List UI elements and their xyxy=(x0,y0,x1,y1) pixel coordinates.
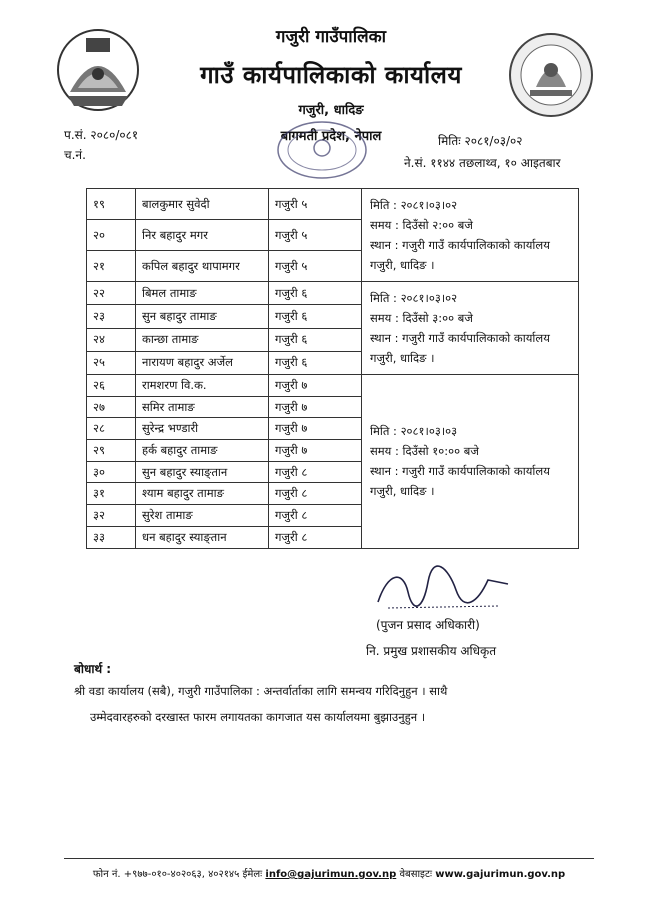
ward: गजुरी ६ xyxy=(269,328,362,351)
schedule-date: मिति : २०८१।०३।०२ xyxy=(370,198,458,212)
schedule-place: स्थान : गजुरी गाउँ कार्यपालिकाको कार्यालय गजुरी, धादिङ । xyxy=(370,331,550,365)
serial-number: १९ xyxy=(87,189,136,220)
schedule-time: समय : दिउँसो २:०० बजे xyxy=(370,218,473,232)
schedule-place: स्थान : गजुरी गाउँ कार्यपालिकाको कार्यालय गजुरी, धादिङ । xyxy=(370,464,550,499)
schedule-cell-1 xyxy=(362,189,579,282)
ward: गजुरी ६ xyxy=(269,282,362,305)
schedule-date: मिति : २०८१।०३।०३ xyxy=(370,424,458,439)
table-row xyxy=(87,375,579,397)
signatory-post: नि. प्रमुख प्रशासकीय अधिकृत xyxy=(366,644,497,658)
schedule-place: स्थान : गजुरी गाउँ कार्यपालिकाको कार्यालय गजुरी, धादिङ । xyxy=(370,238,550,272)
ward: गजुरी ७ xyxy=(269,440,362,462)
footer-contact xyxy=(64,866,594,880)
serial-number: ३२ xyxy=(87,505,136,527)
ward: गजुरी ५ xyxy=(269,220,362,251)
candidate-name: सुरेश तामाङ xyxy=(136,505,269,527)
serial-number: २९ xyxy=(87,440,136,462)
footer-divider xyxy=(64,858,594,859)
serial-number: २० xyxy=(87,220,136,251)
table-row xyxy=(87,282,579,305)
candidate-interview-table xyxy=(86,188,579,549)
serial-number: ३१ xyxy=(87,483,136,505)
ward: गजुरी ८ xyxy=(269,461,362,483)
ward: गजुरी ५ xyxy=(269,189,362,220)
candidate-name: धन बहादुर स्याङ्तान xyxy=(136,526,269,548)
schedule-time: समय : दिउँसो १०:०० बजे xyxy=(370,444,479,459)
signatory-name: (पुजन प्रसाद अधिकारी) xyxy=(376,618,480,632)
candidate-name: हर्क बहादुर तामाङ xyxy=(136,440,269,462)
nepal-sambat-date: ने.सं. ११४४ तछलाथ्व, १० आइतबार xyxy=(404,156,561,170)
candidate-name: कान्छा तामाङ xyxy=(136,328,269,351)
candidate-name: श्याम बहादुर तामाङ xyxy=(136,483,269,505)
serial-number: २६ xyxy=(87,375,136,397)
ward: गजुरी ७ xyxy=(269,375,362,397)
serial-number: २४ xyxy=(87,328,136,351)
ward: गजुरी ६ xyxy=(269,305,362,328)
handwritten-signature xyxy=(368,562,518,614)
office-title: गाउँ कार्यपालिकाको कार्यालय xyxy=(200,61,462,89)
ward: गजुरी ७ xyxy=(269,418,362,440)
ward: गजुरी ८ xyxy=(269,483,362,505)
reference-number: प.सं. २०८०/०८१ xyxy=(64,128,139,142)
candidate-name: बालकुमार सुवेदी xyxy=(136,189,269,220)
forward-line-2: उम्मेदवारहरुको दरखास्त फारम लगायतका कागजात यस कार्यालयमा बुझाउनुहुन । xyxy=(90,710,426,724)
serial-number: २७ xyxy=(87,396,136,418)
letter-date: मितिः २०८१/०३/०२ xyxy=(438,134,523,148)
candidate-name: बिमल तामाङ xyxy=(136,282,269,305)
schedule-cell-3 xyxy=(362,375,579,549)
footer-phone: फोन नं. +९७७-०१०-४०२०६३, ४०२१४५ xyxy=(92,869,240,880)
address-line-1: गजुरी, धादिङ xyxy=(298,103,364,118)
forward-line-1: श्री वडा कार्यालय (सबै), गजुरी गाउँपालिका : अन्तर्वार्ताका लागि समन्वय गरिदिनुहुन । साथै xyxy=(74,684,448,698)
candidate-name: रामशरण वि.क. xyxy=(136,375,269,397)
office-stamp xyxy=(274,118,370,182)
serial-number: २३ xyxy=(87,305,136,328)
schedule-cell-2 xyxy=(362,282,579,375)
ward: गजुरी ८ xyxy=(269,505,362,527)
candidate-name: सुन बहादुर तामाङ xyxy=(136,305,269,328)
ward: गजुरी ६ xyxy=(269,351,362,374)
candidate-name: निर बहादुर मगर xyxy=(136,220,269,251)
schedule-time: समय : दिउँसो ३:०० बजे xyxy=(370,311,473,325)
ward: गजुरी ५ xyxy=(269,251,362,282)
candidate-name: नारायण बहादुर अर्जेल xyxy=(136,351,269,374)
ward: गजुरी ८ xyxy=(269,526,362,548)
serial-number: ३० xyxy=(87,461,136,483)
serial-number: २५ xyxy=(87,351,136,374)
table-row xyxy=(87,189,579,220)
forward-label: बोधार्थ : xyxy=(74,662,112,676)
candidate-name: सुन बहादुर स्याङ्तान xyxy=(136,461,269,483)
serial-number: २२ xyxy=(87,282,136,305)
footer-web-label: वेबसाइटः xyxy=(399,869,433,880)
ward: गजुरी ७ xyxy=(269,396,362,418)
dispatch-number: च.नं. xyxy=(64,148,86,162)
municipality-name: गजुरी गाउँपालिका xyxy=(275,27,387,47)
candidate-name: कपिल बहादुर थापामगर xyxy=(136,251,269,282)
address-line-2: बागमती प्रदेश, नेपाल xyxy=(280,129,382,144)
footer-email-label: ईमेलः xyxy=(242,869,263,880)
serial-number: २८ xyxy=(87,418,136,440)
schedule-date: मिति : २०८१।०३।०२ xyxy=(370,291,458,305)
candidate-name: समिर तामाङ xyxy=(136,396,269,418)
footer-website-link[interactable]: www.gajurimun.gov.np xyxy=(435,869,566,880)
serial-number: ३३ xyxy=(87,526,136,548)
footer-email-link[interactable]: info@gajurimun.gov.np xyxy=(265,869,397,880)
serial-number: २१ xyxy=(87,251,136,282)
candidate-name: सुरेन्द्र भण्डारी xyxy=(136,418,269,440)
